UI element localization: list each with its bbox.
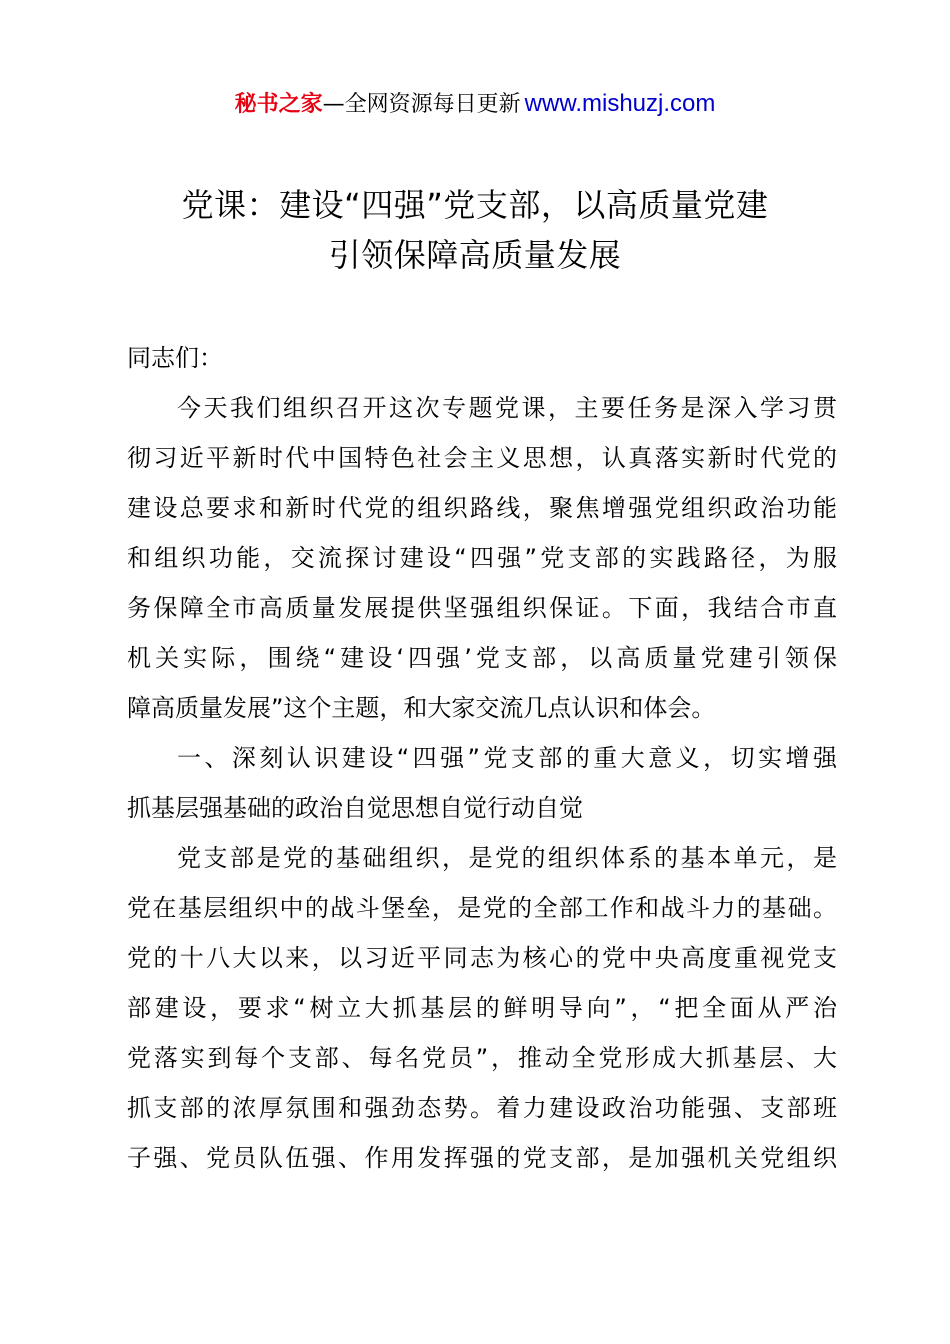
heading-line: 一、深刻认识建设“四强”党支部的重大意义，切实增强: [177, 744, 837, 772]
paragraph-line: 党的十八大以来，以习近平同志为核心的党中央高度重视党支: [127, 944, 837, 972]
site-url-link[interactable]: www.mishuzj.com: [524, 90, 716, 117]
paragraph-line: 彻习近平新时代中国特色社会主义思想，认真落实新时代党的: [127, 444, 837, 472]
paragraph-line: 建设总要求和新时代党的组织路线，聚焦增强党组织政治功能: [127, 494, 837, 522]
paragraph-line: 党落实到每个支部、每名党员”，推动全党形成大抓基层、大: [127, 1044, 837, 1072]
paragraph-line: 党在基层组织中的战斗堡垒，是党的全部工作和战斗力的基础。: [127, 894, 837, 922]
title-line-2: 引领保障高质量发展: [328, 236, 622, 274]
paragraph-line: 部建设，要求“树立大抓基层的鲜明导向”，“把全面从严治: [127, 994, 837, 1022]
paragraph-line: 抓支部的浓厚氛围和强劲态势。着力建设政治功能强、支部班: [127, 1094, 837, 1122]
paragraph-line: 和组织功能，交流探讨建设“四强”党支部的实践路径，为服: [127, 544, 837, 572]
site-header: [0, 88, 950, 121]
heading-line: 抓基层强基础的政治自觉思想自觉行动自觉: [127, 794, 583, 822]
site-brand: 秘书之家: [234, 92, 323, 117]
paragraph-section-1: [127, 833, 837, 1183]
site-tagline: —全网资源每日更新: [322, 92, 521, 117]
paragraph-line: 机关实际，围绕“建设‘四强’党支部，以高质量党建引领保: [127, 644, 837, 672]
paragraph-line: 务保障全市高质量发展提供坚强组织保证。下面，我结合市直: [127, 594, 837, 622]
paragraph-intro: [127, 383, 837, 733]
title-line-1: 党课：建设“四强”党支部，以高质量党建: [181, 186, 769, 224]
section-heading-1: [127, 733, 837, 833]
paragraph-line: 子强、党员队伍强、作用发挥强的党支部，是加强机关党组织: [127, 1144, 837, 1172]
paragraph-line: 今天我们组织召开这次专题党课，主要任务是深入学习贯: [177, 394, 837, 422]
document-title: [100, 180, 850, 280]
paragraph-line: 障高质量发展”这个主题，和大家交流几点认识和体会。: [127, 694, 716, 722]
document-body: [127, 333, 837, 1183]
paragraph-line: 党支部是党的基础组织，是党的组织体系的基本单元，是: [177, 844, 837, 872]
salutation: 同志们：: [127, 344, 223, 372]
